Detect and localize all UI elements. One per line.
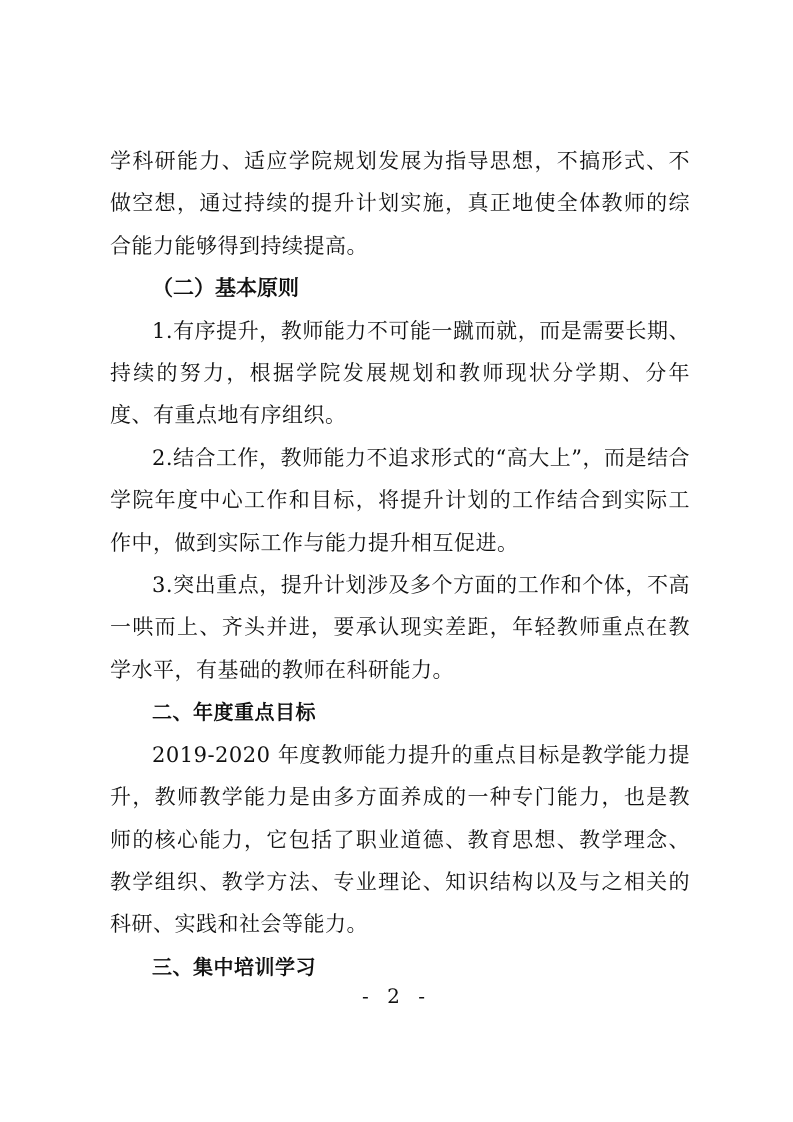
principle-3-paragraph: 3.突出重点，提升计划涉及多个方面的工作和个体，不高一哄而上、齐头并进，要承认现实差距，年轻教师重点在教学水平，有基础的教师在科研能力。 [110,573,690,682]
training-heading: 三、集中培训学习 [152,954,316,979]
document-body [110,140,690,988]
goals-paragraph: 2019-2020 年度教师能力提升的重点目标是教学能力提升，教师教学能力是由多方面养成的一种专门能力，也是教师的核心能力，它包括了职业道德、教育思想、教学理念、教学组织、教学方法、专业理论、知识结构以及与之相关的科研、实践和社会等能力。 [110,742,690,937]
page-number: - 2 - [362,984,431,1008]
goals-heading: 二、年度重点目标 [152,700,316,725]
principle-2-paragraph: 2.结合工作，教师能力不追求形式的“高大上”，而是结合学院年度中心工作和目标，将提升计划的工作结合到实际工作中，做到实际工作与能力提升相互促进。 [110,445,691,555]
intro-paragraph: 学科研能力、适应学院规划发展为指导思想，不搞形式、不做空想，通过持续的提升计划实施，真正地使全体教师的综合能力能够得到持续提高。 [110,149,690,258]
principle-1-paragraph: 1.有序提升，教师能力不可能一蹴而就，而是需要长期、持续的努力，根据学院发展规划和教师现状分学期、分年度、有重点地有序组织。 [110,318,690,428]
principles-heading: （二）基本原则 [152,275,299,301]
